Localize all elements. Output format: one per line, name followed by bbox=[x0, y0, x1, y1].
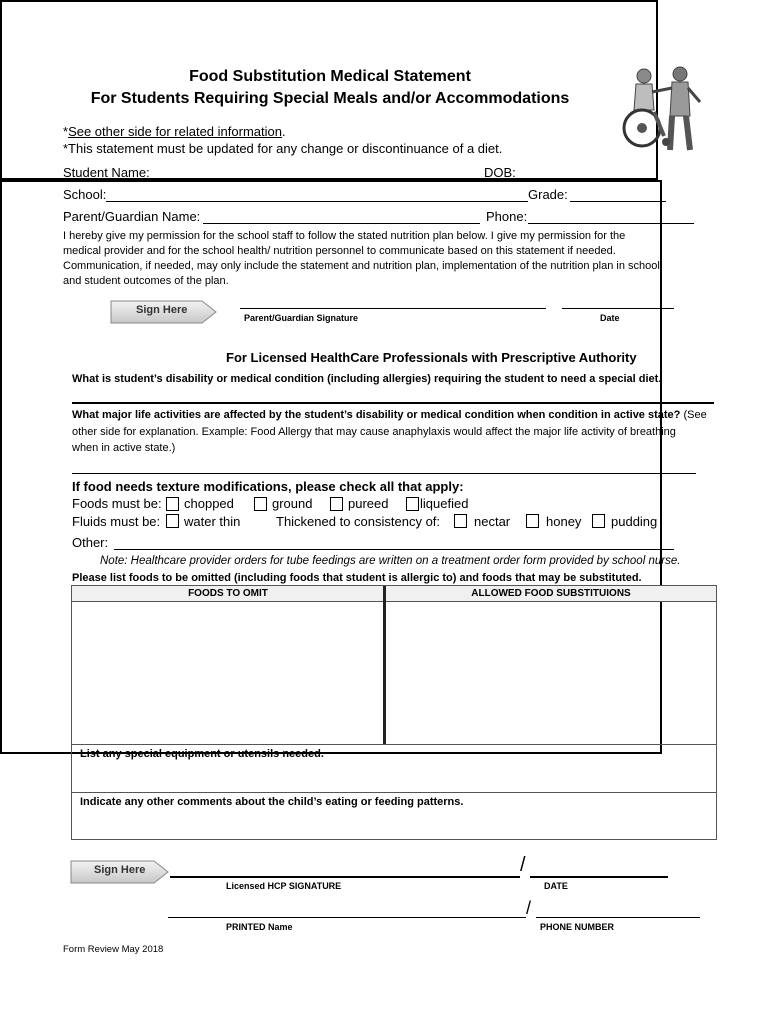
update-note: *This statement must be updated for any change or discontinuance of a diet. bbox=[63, 141, 503, 156]
hcp-sign-here-label: Sign Here bbox=[94, 864, 146, 876]
printed-slash: / bbox=[526, 898, 532, 918]
other-label: Other: bbox=[72, 535, 109, 550]
hcp-date-field[interactable] bbox=[530, 876, 668, 878]
life-activities-field[interactable] bbox=[72, 473, 696, 474]
foods-to-omit-cell[interactable] bbox=[73, 602, 382, 743]
school-label: School: bbox=[63, 187, 107, 202]
student-name-label: Student Name: bbox=[63, 165, 150, 180]
honey-checkbox[interactable] bbox=[526, 514, 539, 528]
parent-date-field[interactable] bbox=[562, 308, 674, 309]
hcp-signature-caption: Licensed HCP SIGNATURE bbox=[226, 881, 342, 891]
table-row-divider-2 bbox=[72, 792, 716, 793]
pudding-checkbox[interactable] bbox=[592, 514, 605, 528]
school-field[interactable] bbox=[106, 201, 528, 202]
chopped-checkbox[interactable] bbox=[166, 497, 179, 511]
life-activities-question: What major life activities are affected by the student’s disability or medical condition when condition in active state? (See bbox=[72, 409, 707, 421]
nectar-label: nectar bbox=[474, 514, 511, 529]
life-activities-line-3: when in active state.) bbox=[72, 442, 176, 454]
pureed-label: pureed bbox=[348, 496, 389, 511]
printed-name-field[interactable] bbox=[168, 917, 526, 918]
texture-heading: If food needs texture modifications, please check all that apply: bbox=[72, 479, 464, 494]
honey-label: honey bbox=[546, 514, 582, 529]
pudding-label: pudding bbox=[611, 514, 658, 529]
signature-slash: / bbox=[520, 854, 526, 876]
phone-number-field[interactable] bbox=[536, 917, 700, 918]
comments-field[interactable] bbox=[73, 810, 715, 838]
phone-field[interactable] bbox=[528, 223, 694, 224]
students-wheelchair-icon bbox=[620, 66, 708, 156]
ground-label: ground bbox=[272, 496, 313, 511]
ground-checkbox[interactable] bbox=[254, 497, 267, 511]
tube-feeding-note: Note: Healthcare provider orders for tube feedings are written on a treatment order form provided by school nurse. bbox=[100, 555, 681, 567]
parent-signature-field[interactable] bbox=[240, 308, 546, 309]
nectar-checkbox[interactable] bbox=[454, 514, 467, 528]
grade-label: Grade: bbox=[528, 187, 568, 202]
parent-sign-here-button[interactable] bbox=[110, 298, 218, 324]
permission-line-2: medical provider and for the school health/ nutrition personnel to communicate based on this statement if needed. bbox=[63, 245, 616, 257]
form-title: Food Substitution Medical Statement bbox=[189, 68, 471, 85]
equipment-label: List any special equipment or utensils needed. bbox=[80, 748, 324, 760]
other-field[interactable] bbox=[114, 549, 674, 550]
hcp-heading: For Licensed HealthCare Professionals with Prescriptive Authority bbox=[226, 350, 637, 365]
parent-sign-here-label: Sign Here bbox=[136, 304, 188, 316]
condition-field[interactable] bbox=[72, 402, 714, 404]
hcp-date-caption: DATE bbox=[544, 881, 568, 891]
dob-field[interactable] bbox=[514, 179, 600, 180]
comments-label: Indicate any other comments about the child’s eating or feeding patterns. bbox=[80, 796, 464, 808]
life-activities-line-2: other side for explanation. Example: Food Allergy that may cause anaphylaxis would affect the major life activity of breathing bbox=[72, 426, 676, 438]
dob-label: DOB: bbox=[484, 165, 516, 180]
fluids-must-be-label: Fluids must be: bbox=[72, 514, 161, 529]
form-review-footer: Form Review May 2018 bbox=[63, 944, 164, 955]
list-instruction: Please list foods to be omitted (including foods that student is allergic to) and foods that may be substituted. bbox=[72, 572, 642, 584]
hcp-signature-field[interactable] bbox=[170, 876, 520, 878]
related-info-note: *See other side for related information. bbox=[63, 124, 286, 139]
liquefied-label: liquefied bbox=[420, 496, 469, 511]
parent-signature-caption: Parent/Guardian Signature bbox=[244, 313, 359, 323]
allowed-substitutions-header: ALLOWED FOOD SUBSTITUIONS bbox=[471, 588, 631, 599]
guardian-name-label: Parent/Guardian Name: bbox=[63, 209, 201, 224]
form-subtitle: For Students Requiring Special Meals and/or Accommodations bbox=[90, 90, 570, 107]
chopped-label: chopped bbox=[184, 496, 234, 511]
hcp-sign-here-button[interactable] bbox=[70, 858, 170, 884]
equipment-field[interactable] bbox=[73, 762, 715, 792]
grade-field[interactable] bbox=[570, 201, 666, 202]
related-info-link[interactable]: See other side for related information bbox=[68, 124, 282, 139]
pureed-checkbox[interactable] bbox=[330, 497, 343, 511]
foods-to-omit-header: FOODS TO OMIT bbox=[188, 588, 268, 599]
permission-line-1: I hereby give my permission for the school staff to follow the stated nutrition plan below. I give my permission for the bbox=[63, 230, 626, 242]
guardian-name-field[interactable] bbox=[203, 223, 480, 224]
condition-question: What is student’s disability or medical condition (including allergies) requiring the student to need a special diet. bbox=[72, 373, 662, 385]
student-name-field[interactable] bbox=[152, 179, 464, 180]
parent-date-caption: Date bbox=[600, 313, 620, 323]
water-thin-checkbox[interactable] bbox=[166, 514, 179, 528]
phone-label: Phone: bbox=[486, 209, 528, 224]
phone-number-caption: PHONE NUMBER bbox=[540, 922, 615, 932]
table-column-divider bbox=[383, 586, 386, 744]
table-row-divider-1 bbox=[72, 744, 716, 745]
permission-line-3: Communication, if needed, may only include the statement and nutrition plan, implementation of the nutrition plan in school bbox=[63, 260, 660, 272]
printed-name-caption: PRINTED Name bbox=[226, 922, 293, 932]
thickened-label: Thickened to consistency of: bbox=[276, 514, 441, 529]
allowed-substitutions-cell[interactable] bbox=[388, 602, 715, 743]
foods-must-be-label: Foods must be: bbox=[72, 496, 162, 511]
water-thin-label: water thin bbox=[184, 514, 241, 529]
liquefied-checkbox[interactable] bbox=[406, 497, 419, 511]
permission-line-4: and student outcomes of the plan. bbox=[63, 275, 229, 287]
